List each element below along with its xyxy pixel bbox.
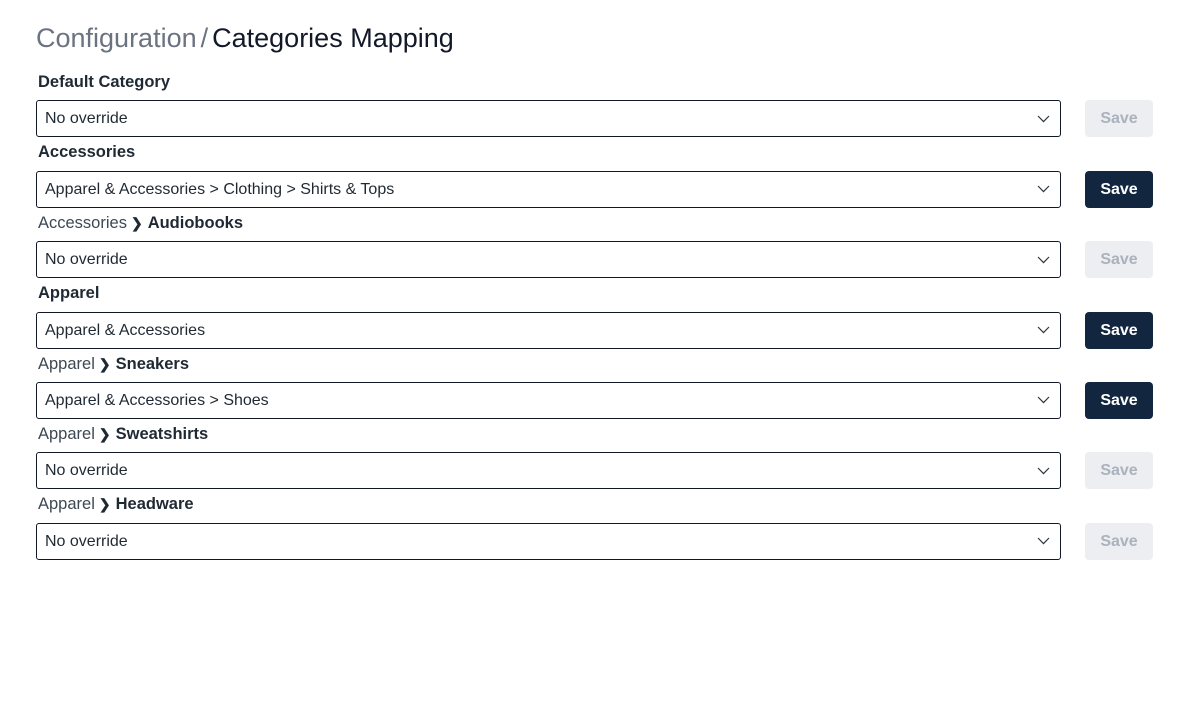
mapping-rows	[36, 72, 1164, 560]
category-select[interactable]: Apparel & Accessories > Shoes	[36, 382, 1061, 419]
breadcrumb-separator: /	[200, 23, 209, 53]
breadcrumb-parent[interactable]: Configuration	[36, 23, 197, 53]
mapping-row-controls	[36, 452, 1164, 489]
mapping-row-label	[38, 354, 1164, 375]
mapping-row	[36, 72, 1164, 137]
category-select[interactable]: No override	[36, 452, 1061, 489]
category-select[interactable]: No override	[36, 100, 1061, 137]
mapping-row-parent-label: Apparel	[38, 495, 95, 514]
save-button[interactable]: Save	[1085, 382, 1153, 419]
mapping-row-parent-label: Accessories	[38, 213, 127, 232]
mapping-row-label	[38, 283, 1164, 304]
mapping-row	[36, 142, 1164, 207]
mapping-row-controls	[36, 171, 1164, 208]
category-select[interactable]: No override	[36, 523, 1061, 560]
page-title: Categories Mapping	[212, 23, 454, 53]
save-button[interactable]: Save	[1085, 171, 1153, 208]
mapping-row-name-label: Default Category	[38, 72, 171, 91]
mapping-row-controls	[36, 382, 1164, 419]
mapping-row-label	[38, 424, 1164, 445]
mapping-row-name-label: Audiobooks	[147, 213, 244, 232]
mapping-row-label	[38, 494, 1164, 515]
category-select[interactable]: Apparel & Accessories > Clothing > Shirts & Tops	[36, 171, 1061, 208]
category-select-wrap[interactable]	[36, 452, 1061, 489]
mapping-row	[36, 424, 1164, 489]
mapping-row-name-label: Apparel	[38, 284, 100, 303]
category-select-wrap[interactable]	[36, 171, 1061, 208]
mapping-row-controls	[36, 100, 1164, 137]
mapping-row-name-label: Accessories	[38, 143, 136, 162]
chevron-right-icon: ❯	[98, 496, 111, 513]
breadcrumb	[36, 22, 1164, 56]
category-select-wrap[interactable]	[36, 312, 1061, 349]
mapping-row-controls	[36, 523, 1164, 560]
mapping-row-parent-label: Apparel	[38, 354, 95, 373]
save-button: Save	[1085, 452, 1153, 489]
chevron-right-icon: ❯	[98, 355, 111, 372]
mapping-row	[36, 494, 1164, 559]
mapping-row	[36, 354, 1164, 419]
mapping-row-label	[38, 213, 1164, 234]
mapping-row-controls	[36, 312, 1164, 349]
mapping-row-label	[38, 142, 1164, 163]
category-select-wrap[interactable]	[36, 241, 1061, 278]
mapping-row	[36, 213, 1164, 278]
mapping-row-name-label: Headware	[115, 495, 194, 514]
category-select-wrap[interactable]	[36, 382, 1061, 419]
category-select[interactable]: Apparel & Accessories	[36, 312, 1061, 349]
save-button: Save	[1085, 100, 1153, 137]
chevron-right-icon: ❯	[130, 214, 143, 231]
save-button: Save	[1085, 241, 1153, 278]
save-button: Save	[1085, 523, 1153, 560]
mapping-row-controls	[36, 241, 1164, 278]
mapping-row-name-label: Sweatshirts	[115, 424, 209, 443]
mapping-row	[36, 283, 1164, 348]
category-select[interactable]: No override	[36, 241, 1061, 278]
save-button[interactable]: Save	[1085, 312, 1153, 349]
mapping-row-parent-label: Apparel	[38, 424, 95, 443]
mapping-row-label	[38, 72, 1164, 93]
mapping-row-name-label: Sneakers	[115, 354, 189, 373]
category-select-wrap[interactable]	[36, 523, 1061, 560]
category-select-wrap[interactable]	[36, 100, 1061, 137]
chevron-right-icon: ❯	[98, 425, 111, 442]
